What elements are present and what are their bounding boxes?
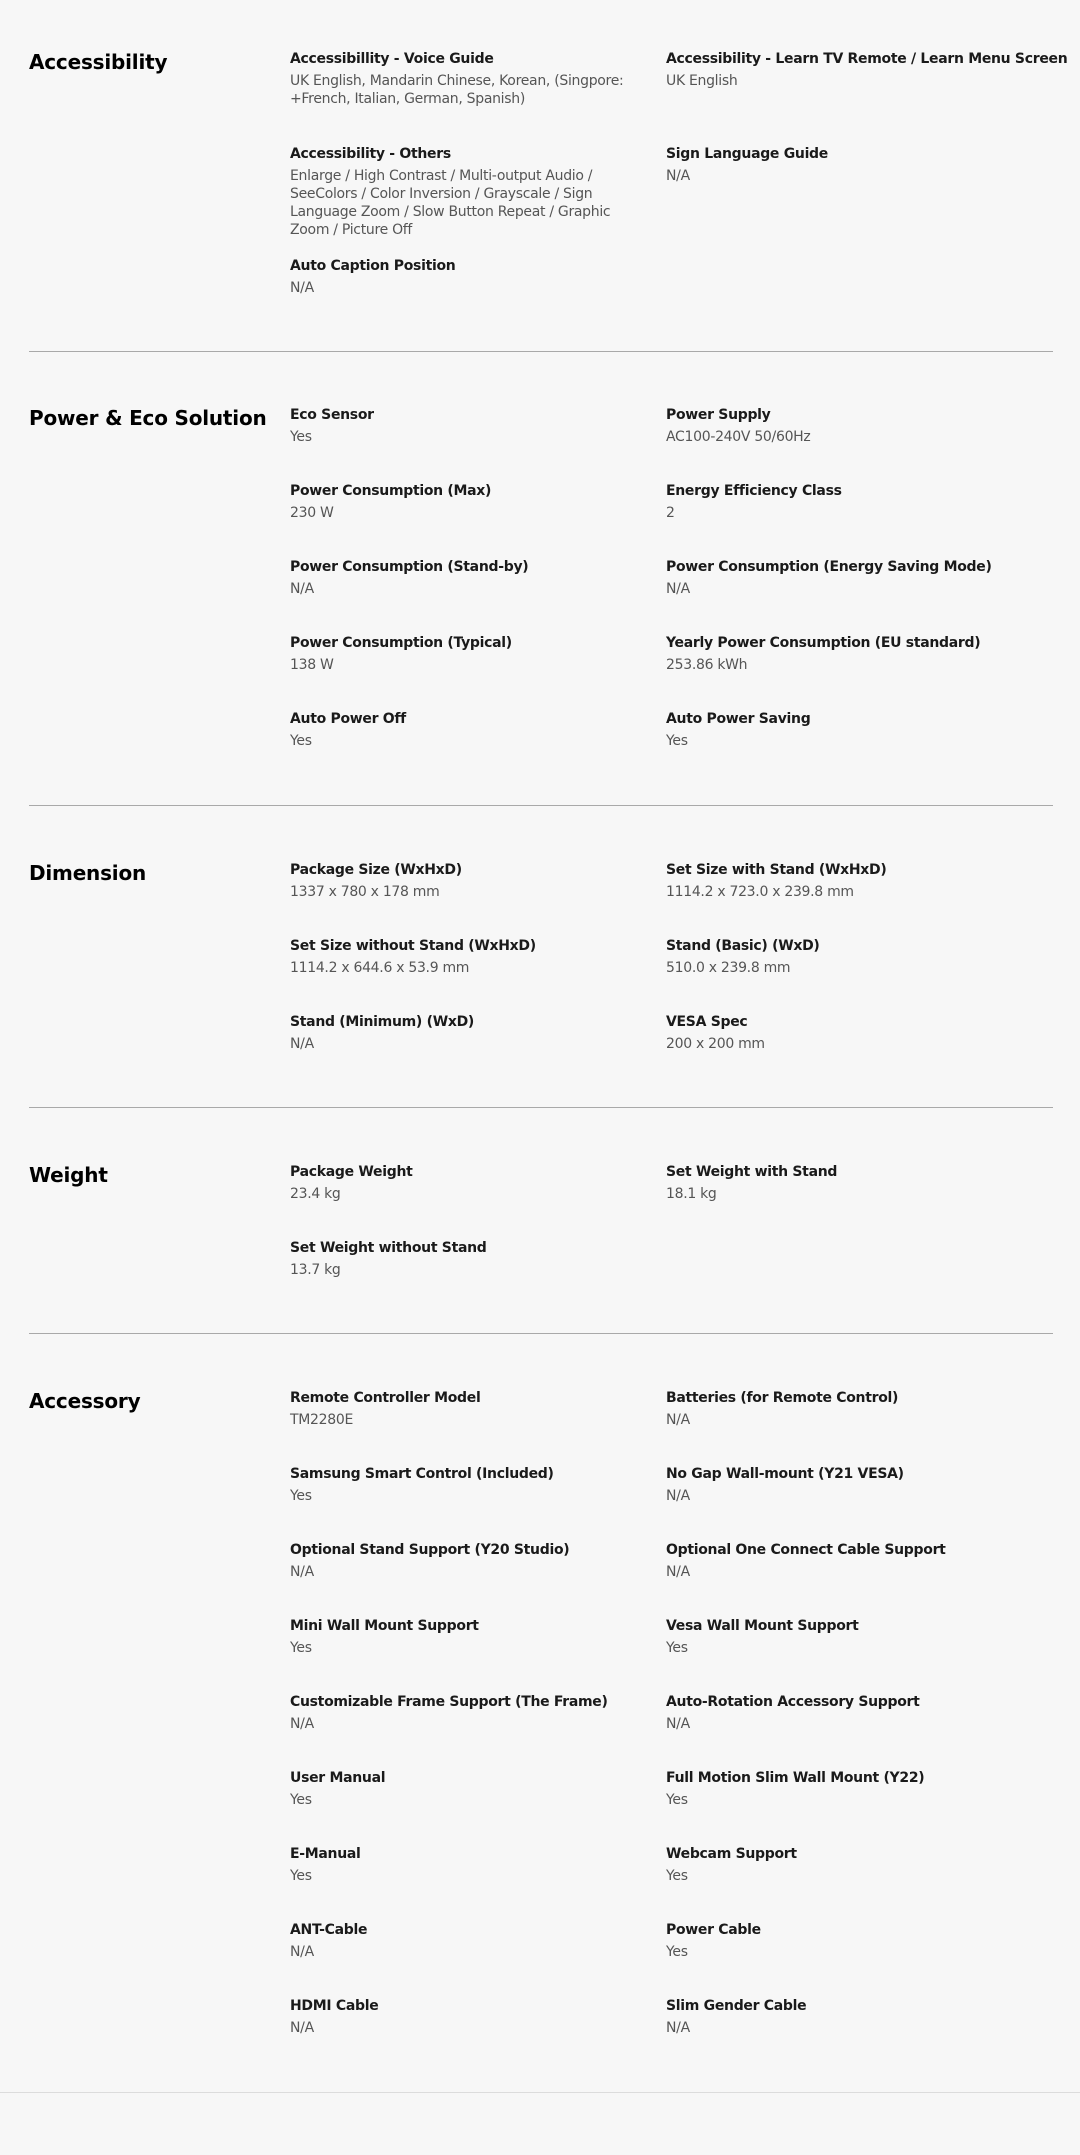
spec-item xyxy=(666,50,1068,90)
spec-value: N/A xyxy=(666,2020,690,2036)
spec-item xyxy=(290,1997,640,2037)
spec-value: Yes xyxy=(290,1868,312,1884)
spec-value: N/A xyxy=(666,1716,690,1732)
spec-item xyxy=(666,482,1016,522)
spec-item xyxy=(290,937,640,977)
spec-value: N/A xyxy=(666,1412,690,1428)
spec-item xyxy=(290,1845,640,1885)
spec-value: N/A xyxy=(290,280,314,296)
spec-value: Yes xyxy=(666,733,688,749)
spec-value: 18.1 kg xyxy=(666,1186,717,1202)
spec-value: N/A xyxy=(290,2020,314,2036)
spec-name: Samsung Smart Control (Included) xyxy=(290,1466,554,1482)
spec-item xyxy=(290,1769,640,1809)
spec-item xyxy=(666,1845,1016,1885)
spec-name: Eco Sensor xyxy=(290,407,374,423)
spec-name: Power Cable xyxy=(666,1922,761,1938)
spec-item xyxy=(666,861,1016,901)
spec-item xyxy=(666,1163,1016,1203)
spec-name: Power Consumption (Energy Saving Mode) xyxy=(666,559,992,575)
spec-name: Power Consumption (Typical) xyxy=(290,635,512,651)
spec-name: User Manual xyxy=(290,1770,386,1786)
spec-name: Power Consumption (Stand-by) xyxy=(290,559,529,575)
spec-item xyxy=(666,1997,1016,2037)
spec-name: Auto-Rotation Accessory Support xyxy=(666,1694,920,1710)
spec-value: Yes xyxy=(666,1640,688,1656)
spec-item xyxy=(290,1239,640,1279)
spec-name: Auto Power Saving xyxy=(666,711,811,727)
spec-name: Package Size (WxHxD) xyxy=(290,862,462,878)
spec-name: Webcam Support xyxy=(666,1846,797,1862)
spec-value: UK English xyxy=(666,73,738,89)
section-title: Accessory xyxy=(29,1389,141,1413)
spec-name: Optional Stand Support (Y20 Studio) xyxy=(290,1542,570,1558)
spec-item xyxy=(666,145,1016,185)
spec-item xyxy=(290,710,640,750)
spec-value: 510.0 x 239.8 mm xyxy=(666,960,791,976)
spec-name: Accessibility - Others xyxy=(290,146,451,162)
spec-name: Set Size with Stand (WxHxD) xyxy=(666,862,887,878)
spec-name: VESA Spec xyxy=(666,1014,748,1030)
spec-item xyxy=(290,634,640,674)
spec-item xyxy=(666,1013,1016,1053)
spec-item xyxy=(290,1013,640,1053)
spec-item xyxy=(290,1693,640,1733)
spec-name: Power Consumption (Max) xyxy=(290,483,492,499)
spec-name: Vesa Wall Mount Support xyxy=(666,1618,859,1634)
spec-item xyxy=(290,406,640,446)
spec-value: 23.4 kg xyxy=(290,1186,341,1202)
spec-value: N/A xyxy=(290,581,314,597)
spec-item xyxy=(666,558,1016,598)
spec-item xyxy=(290,1163,640,1203)
spec-item xyxy=(666,1465,1016,1505)
spec-name: Customizable Frame Support (The Frame) xyxy=(290,1694,608,1710)
spec-value: Yes xyxy=(666,1792,688,1808)
spec-value: N/A xyxy=(666,1564,690,1580)
section-title: Accessibility xyxy=(29,50,168,74)
spec-item xyxy=(666,1617,1016,1657)
spec-name: Set Weight with Stand xyxy=(666,1164,838,1180)
spec-name: Mini Wall Mount Support xyxy=(290,1618,479,1634)
spec-item xyxy=(666,406,1016,446)
section-title: Dimension xyxy=(29,861,147,885)
spec-item xyxy=(290,1921,640,1961)
spec-value: Yes xyxy=(290,1640,312,1656)
spec-name: Optional One Connect Cable Support xyxy=(666,1542,946,1558)
spec-item xyxy=(290,558,640,598)
spec-value: 1337 x 780 x 178 mm xyxy=(290,884,440,900)
section-title: Power & Eco Solution xyxy=(29,406,267,430)
spec-item xyxy=(666,1389,1016,1429)
section-title: Weight xyxy=(29,1163,108,1187)
spec-value: TM2280E xyxy=(290,1412,354,1428)
spec-value: N/A xyxy=(290,1036,314,1052)
spec-value: 13.7 kg xyxy=(290,1262,341,1278)
spec-value: 253.86 kWh xyxy=(666,657,748,673)
spec-item xyxy=(666,1769,1016,1809)
page-bottom-divider xyxy=(0,2092,1080,2093)
spec-value: UK English, Mandarin Chinese, Korean, (Singpore: +French, Italian, German, Spanish) xyxy=(290,73,624,107)
spec-name: Energy Efficiency Class xyxy=(666,483,842,499)
spec-name: Set Size without Stand (WxHxD) xyxy=(290,938,536,954)
section-divider xyxy=(29,1107,1053,1108)
spec-item xyxy=(290,1541,640,1581)
spec-item xyxy=(290,482,640,522)
spec-name: Yearly Power Consumption (EU standard) xyxy=(666,635,981,651)
spec-item xyxy=(666,937,1016,977)
spec-name: Slim Gender Cable xyxy=(666,1998,807,2014)
spec-value: N/A xyxy=(666,1488,690,1504)
spec-item xyxy=(290,257,640,297)
spec-name: Batteries (for Remote Control) xyxy=(666,1390,899,1406)
spec-item xyxy=(290,1389,640,1429)
spec-name: Power Supply xyxy=(666,407,771,423)
spec-item xyxy=(666,710,1016,750)
spec-value: N/A xyxy=(290,1944,314,1960)
spec-name: Accessibillity - Voice Guide xyxy=(290,51,494,67)
spec-value: N/A xyxy=(666,581,690,597)
spec-name: Set Weight without Stand xyxy=(290,1240,487,1256)
spec-value: Yes xyxy=(666,1944,688,1960)
spec-item xyxy=(290,861,640,901)
spec-name: Remote Controller Model xyxy=(290,1390,481,1406)
spec-value: 2 xyxy=(666,505,675,521)
spec-item xyxy=(290,1617,640,1657)
spec-value: Yes xyxy=(290,733,312,749)
spec-value: 230 W xyxy=(290,505,334,521)
spec-name: No Gap Wall-mount (Y21 VESA) xyxy=(666,1466,904,1482)
section-divider xyxy=(29,1333,1053,1334)
spec-name: Auto Caption Position xyxy=(290,258,456,274)
spec-value: N/A xyxy=(290,1716,314,1732)
spec-name: Auto Power Off xyxy=(290,711,406,727)
spec-name: Stand (Basic) (WxD) xyxy=(666,938,820,954)
spec-item xyxy=(290,50,640,108)
spec-value: 200 x 200 mm xyxy=(666,1036,765,1052)
spec-value: AC100-240V 50/60Hz xyxy=(666,429,811,445)
spec-item xyxy=(666,1541,1016,1581)
spec-name: ANT-Cable xyxy=(290,1922,368,1938)
spec-name: Full Motion Slim Wall Mount (Y22) xyxy=(666,1770,925,1786)
spec-item xyxy=(666,1921,1016,1961)
spec-name: E-Manual xyxy=(290,1846,361,1862)
spec-name: Accessibility - Learn TV Remote / Learn Menu Screen xyxy=(666,51,1068,67)
spec-item xyxy=(290,1465,640,1505)
spec-item xyxy=(666,634,1016,674)
section-divider xyxy=(29,805,1053,806)
spec-value: Yes xyxy=(290,429,312,445)
spec-name: Stand (Minimum) (WxD) xyxy=(290,1014,474,1030)
spec-item xyxy=(666,1693,1016,1733)
spec-item xyxy=(290,145,640,239)
spec-value: 138 W xyxy=(290,657,334,673)
spec-value: Yes xyxy=(290,1488,312,1504)
spec-value: Yes xyxy=(666,1868,688,1884)
spec-value: 1114.2 x 723.0 x 239.8 mm xyxy=(666,884,854,900)
spec-value: N/A xyxy=(290,1564,314,1580)
spec-value: Enlarge / High Contrast / Multi-output Audio / SeeColors / Color Inversion / Grayscale / Sign Language Zoom / Slow Button Repeat / Graphic Zoom / Picture Off xyxy=(290,168,611,238)
spec-name: Sign Language Guide xyxy=(666,146,828,162)
spec-name: Package Weight xyxy=(290,1164,413,1180)
spec-value: N/A xyxy=(666,168,690,184)
spec-value: 1114.2 x 644.6 x 53.9 mm xyxy=(290,960,470,976)
spec-value: Yes xyxy=(290,1792,312,1808)
section-divider xyxy=(29,351,1053,352)
spec-name: HDMI Cable xyxy=(290,1998,379,2014)
